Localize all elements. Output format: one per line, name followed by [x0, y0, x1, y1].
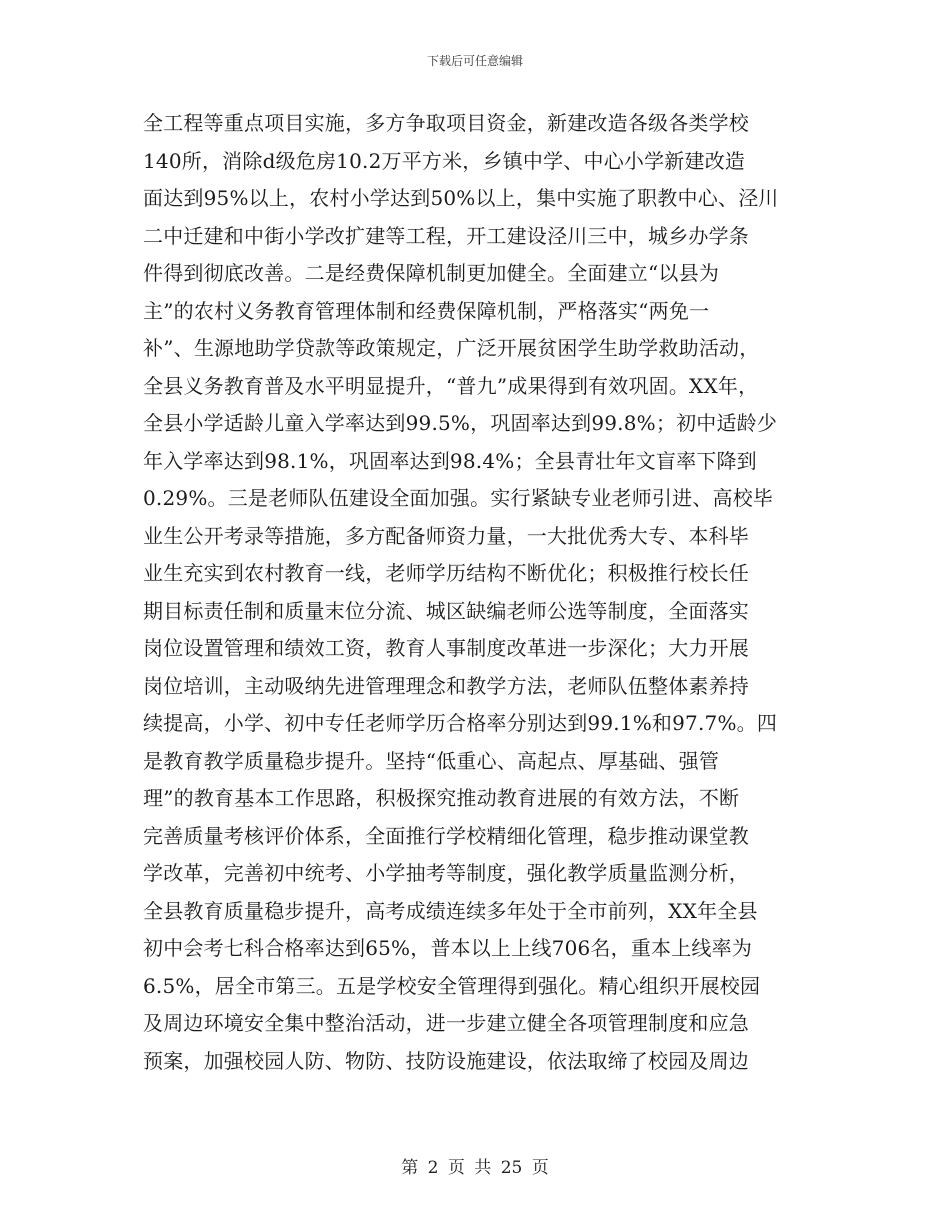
text-line: 业生充实到农村教育一线，老师学历结构不断优化；积极推行校长任 — [143, 561, 749, 585]
page-header: 下载后可任意编辑 — [426, 54, 523, 68]
page-number-footer: 第 2 页 共 25 页 — [401, 1158, 549, 1178]
text-line: 理”的教育基本工作思路，积极探究推动教育进展的有效方法，不断 — [143, 786, 740, 810]
text-line: 岗位设置管理和绩效工资，教育人事制度改革进一步深化；大力开展 — [143, 636, 749, 660]
text-line: 岗位培训，主动吸纳先进管理理念和教学方法，老师队伍整体素养持 — [143, 673, 749, 698]
text-line: 及周边环境安全集中整治活动，进一步建立健全各项管理制度和应急 — [143, 1011, 749, 1035]
text-line: 学改革，完善初中统考、小学抽考等制度，强化教学质量监测分析， — [143, 861, 749, 885]
text-line: 二中迁建和中街小学改扩建等工程，开工建设泾川三中，城乡办学条 — [143, 223, 749, 248]
text-line: 0.29%。三是老师队伍建设全面加强。实行紧缺专业老师引进、高校毕 — [143, 486, 774, 510]
text-line: 期目标责任制和质量末位分流、城区缺编老师公选等制度，全面落实 — [143, 598, 749, 623]
text-line: 件得到彻底改善。二是经费保障机制更加健全。全面建立“以县为 — [143, 261, 720, 285]
text-line: 补”、生源地助学贷款等政策规定，广泛开展贫困学生助学救助活动， — [143, 336, 760, 360]
text-line: 预案，加强校园人防、物防、技防设施建设，依法取缔了校园及周边 — [143, 1048, 749, 1073]
text-line: 6.5%，居全市第三。五是学校安全管理得到强化。精心组织开展校园 — [143, 973, 761, 998]
text-line: 续提高，小学、初中专任老师学历合格率分别达到99.1%和97.7%。四 — [143, 711, 778, 735]
text-line: 面达到95%以上，农村小学达到50%以上，集中实施了职教中心、泾川 — [143, 186, 779, 210]
text-line: 业生公开考录等措施，多方配备师资力量，一大批优秀大专、本科毕 — [143, 523, 749, 548]
text-line: 全工程等重点项目实施，多方争取项目资金，新建改造各级各类学校 — [143, 111, 749, 135]
text-line: 是教育教学质量稳步提升。坚持“低重心、高起点、厚基础、强管 — [143, 748, 720, 773]
text-line: 年入学率达到98.1%，巩固率达到98.4%；全县青壮年文盲率下降到 — [143, 448, 757, 473]
text-line: 主”的农村义务教育管理体制和经费保障机制，严格落实“两免一 — [143, 298, 710, 323]
text-line: 全县小学适龄儿童入学率达到99.5%，巩固率达到99.8%；初中适龄少 — [143, 411, 778, 435]
text-line: 全县义务教育普及水平明显提升，“普九”成果得到有效巩固。XX年， — [143, 373, 759, 398]
text-line: 140所，消除d级危房10.2万平方米，乡镇中学、中心小学新建改造 — [143, 148, 746, 173]
text-line: 完善质量考核评价体系，全面推行学校精细化管理，稳步推动课堂教 — [143, 823, 749, 848]
body-text — [143, 105, 811, 1080]
text-line: 全县教育质量稳步提升，高考成绩连续多年处于全市前列，XX年全县 — [143, 898, 758, 923]
text-line: 初中会考七科合格率达到65%，普本以上上线706名，重本上线率为 — [143, 936, 753, 960]
